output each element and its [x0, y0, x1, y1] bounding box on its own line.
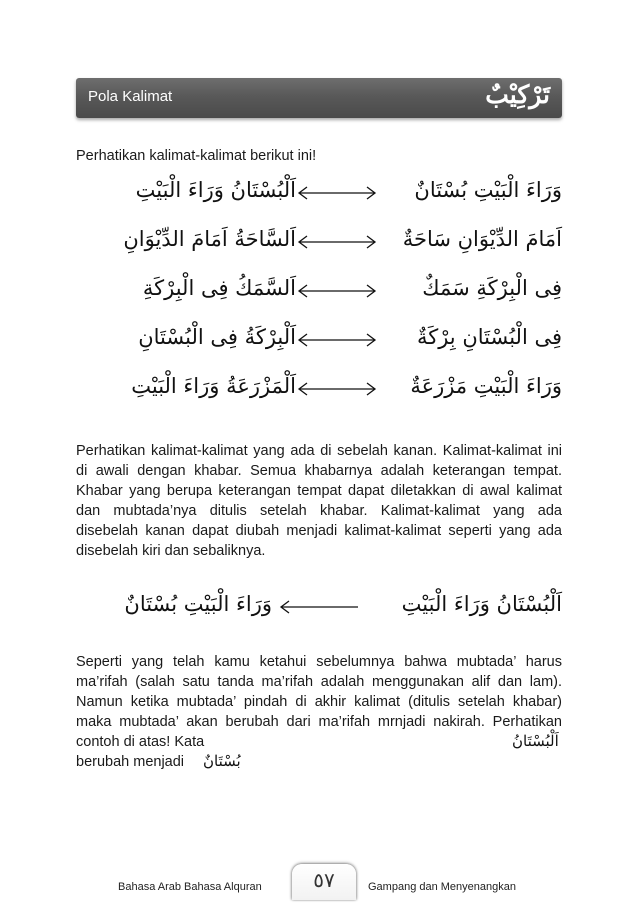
footer-tagline: Gampang dan Menyenangkan — [368, 881, 516, 893]
rule-paragraph-end: berubah menjadi — [76, 754, 185, 770]
double-arrow-icon — [292, 182, 382, 204]
rule-paragraph: Seperti yang telah kamu ketahui sebelumnya bahwa mubtada’ harus ma’rifah (salah satu tanda ma’rifah adalah menggunakan alif dan lam). Namun ketika mubtada’ pindah di akhir kalimat (ditulis setelah khabar) maka mubtada’ akan berubah dari ma’rifah mrnjadi nakirah. Perhatikan contoh di atas! Kata — [76, 654, 562, 750]
example-row — [76, 270, 562, 318]
page-number-badge — [292, 864, 356, 900]
example-right: اَمَامَ الدِّيْوَانِ سَاحَةٌ — [402, 227, 562, 251]
section-title-arabic: تَرْكِيْبٌ — [485, 80, 550, 109]
inline-arabic-word: اَلْبُسْتَانُ — [512, 732, 559, 750]
double-arrow-icon — [292, 329, 382, 351]
example-right: وَرَاءَ الْبَيْتِ بُسْتَانٌ — [414, 178, 562, 202]
example-row — [76, 368, 562, 416]
example-right: اَلْبُسْتَانُ وَرَاءَ الْبَيْتِ — [401, 592, 562, 616]
example-left: وَرَاءَ الْبَيْتِ بُسْتَانٌ — [124, 592, 272, 616]
section-header-bar — [76, 78, 562, 118]
example-right: وَرَاءَ الْبَيْتِ مَزْرَعَةٌ — [410, 374, 562, 398]
example-row — [76, 221, 562, 269]
example-left: اَلْمَزْرَعَةُ وَرَاءَ الْبَيْتِ — [131, 374, 296, 398]
double-arrow-icon — [292, 378, 382, 400]
example-right: فِى الْبِرْكَةِ سَمَكٌ — [422, 276, 562, 300]
example-row — [76, 588, 562, 634]
intro-text: Perhatikan kalimat-kalimat berikut ini! — [76, 148, 317, 164]
example-right: فِى الْبُسْتَانِ بِرْكَةٌ — [416, 325, 562, 349]
section-title: Pola Kalimat — [88, 88, 173, 105]
example-left: اَلْبِرْكَةُ فِى الْبُسْتَانِ — [138, 325, 296, 349]
example-left: اَلسَّمَكُ فِى الْبِرْكَةِ — [142, 276, 296, 300]
footer-book-title: Bahasa Arab Bahasa Alquran — [118, 881, 262, 893]
page-number: ٥٧ — [313, 868, 335, 892]
left-arrow-icon — [274, 596, 362, 618]
double-arrow-icon — [292, 231, 382, 253]
inline-arabic-word: بُسْتَانٌ — [203, 752, 241, 770]
explanation-paragraph: Perhatikan kalimat-kalimat yang ada di sebelah kanan. Kalimat-kalimat ini di awali dengan khabar. Semua khabarnya adalah keterangan tempat. Khabar yang berupa keterangan tempat dapat diletakkan di awal kalimat dan mubtada’nya ditulis setelah khabar. Kalimat-kalimat yang ada disebelah kanan dapat diubah menjadi kalimat-kalimat seperti yang ada disebelah kiri dan sebaliknya. — [76, 443, 562, 559]
example-row — [76, 172, 562, 220]
example-left: اَلسَّاحَةُ اَمَامَ الدِّيْوَانِ — [123, 227, 296, 251]
double-arrow-icon — [292, 280, 382, 302]
example-row — [76, 319, 562, 367]
example-left: اَلْبُسْتَانُ وَرَاءَ الْبَيْتِ — [135, 178, 296, 202]
